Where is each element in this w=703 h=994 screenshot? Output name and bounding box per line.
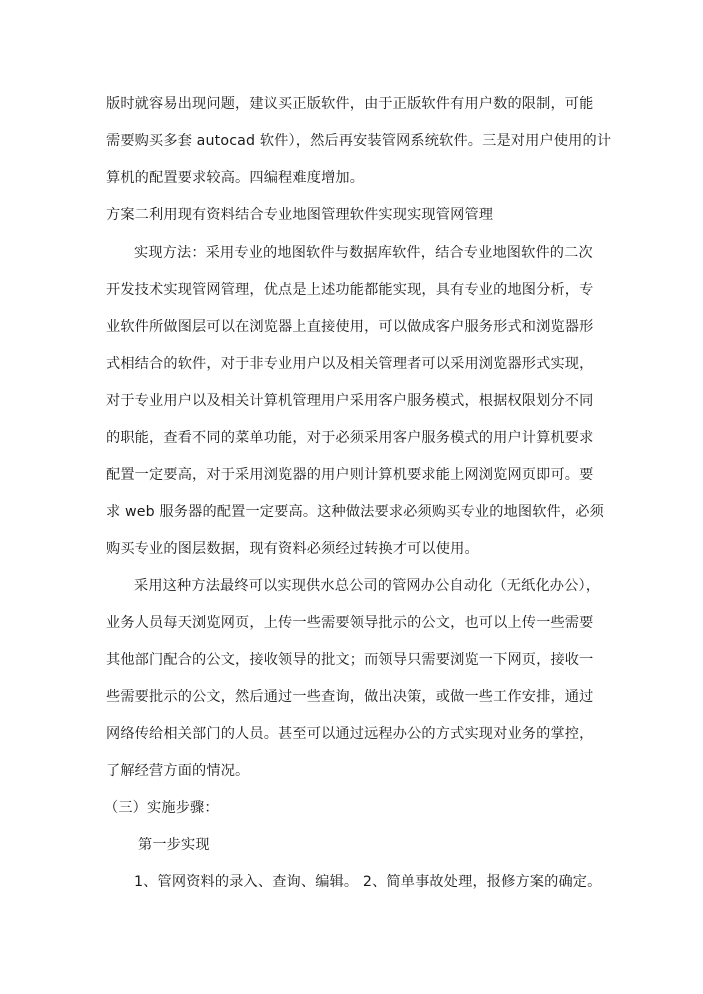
step-items: 1、管网资料的录入、查询、编辑。 2、简单事故处理，报修方案的确定。 [134,874,602,890]
paragraph-2-line-9: 购买专业的图层数据，现有资料必须经过转换才可以使用。 [106,541,479,557]
paragraph-3-line-3: 其他部门配合的公文，接收领导的批文；而领导只需要浏览一下网页，接收一 [106,652,594,668]
paragraph-2-line-6: 的职能，查看不同的菜单功能，对于必须采用客户服务模式的用户计算机要求 [106,430,594,446]
paragraph-2-line-3: 业软件所做图层可以在浏览器上直接使用，可以做成客户服务形式和浏览器形 [106,319,594,335]
paragraph-2-line-1: 实现方法：采用专业的地图软件与数据库软件，结合专业地图软件的二次 [134,245,593,261]
paragraph-2-line-4: 式相结合的软件，对于非专业用户以及相关管理者可以采用浏览器形式实现， [106,356,594,372]
step-title: 第一步实现 [138,837,210,853]
paragraph-1-line-2: 需要购买多套 autocad 软件），然后再安装管网系统软件。三是对用户使用的计 [106,133,612,149]
paragraph-3-line-5: 网络传给相关部门的人员。甚至可以通过远程办公的方式实现对业务的掌控， [106,726,594,742]
paragraph-3-line-4: 些需要批示的公文，然后通过一些查询，做出决策，或做一些工作安排，通过 [106,689,594,705]
paragraph-1-line-1: 版时就容易出现问题，建议买正版软件，由于正版软件有用户数的限制，可能 [106,96,594,112]
paragraph-2-line-2: 开发技术实现管网管理，优点是上述功能都能实现，具有专业的地图分析，专 [106,282,594,298]
scheme-heading: 方案二利用现有资料结合专业地图管理软件实现实现管网管理 [106,207,494,223]
paragraph-2-line-8: 求 web 服务器的配置一定要高。这种做法要求必须购买专业的地图软件，必须 [106,504,604,520]
section-heading: （三）实施步骤： [104,800,219,816]
paragraph-3-line-6: 了解经营方面的情况。 [106,763,250,779]
paragraph-1-line-3: 算机的配置要求较高。四编程难度增加。 [106,170,365,186]
paragraph-3-line-2: 业务人员每天浏览网页，上传一些需要领导批示的公文，也可以上传一些需要 [106,615,594,631]
paragraph-2-line-7: 配置一定要高，对于采用浏览器的用户则计算机要求能上网浏览网页即可。要 [106,467,594,483]
paragraph-2-line-5: 对于专业用户以及相关计算机管理用户采用客户服务模式，根据权限划分不同 [106,393,594,409]
paragraph-3-line-1: 采用这种方法最终可以实现供水总公司的管网办公自动化（无纸化办公）， [134,578,601,594]
